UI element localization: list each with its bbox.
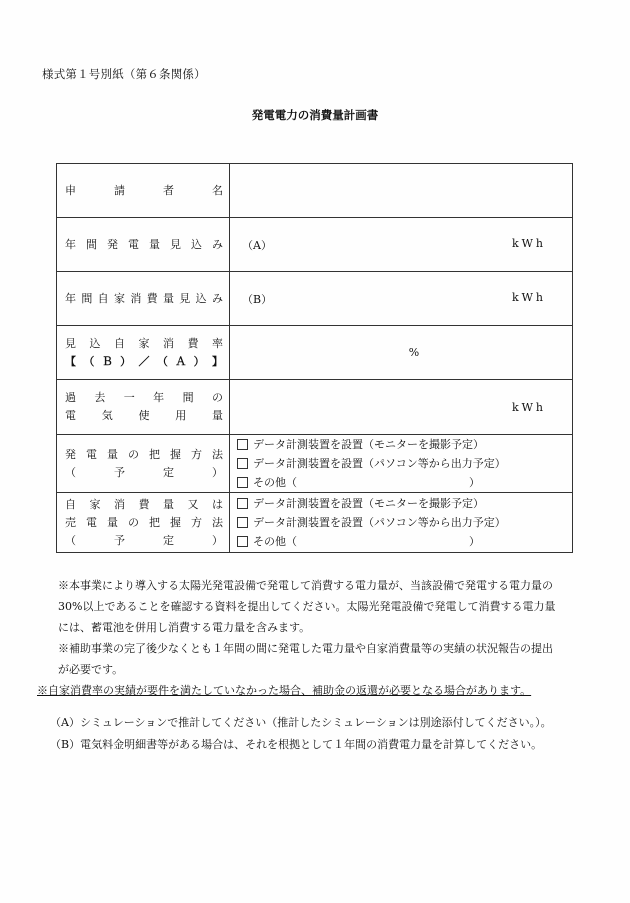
consumption-plan-table bbox=[56, 163, 573, 553]
notes-section bbox=[37, 575, 600, 701]
note-text: が必要です。 bbox=[58, 663, 124, 676]
option-pc[interactable]: データ計測装置を設置（パソコン等から出力予定） bbox=[237, 513, 572, 532]
checkbox[interactable] bbox=[237, 439, 248, 450]
marker-b: （B） bbox=[242, 292, 273, 306]
table-row bbox=[57, 435, 573, 493]
label-line: 申 請 者 名 bbox=[65, 183, 223, 197]
consumption-method-label: 自 家 消 費 量 又 は 売 電 量 の 把 握 方 法 （ 予 定 ） bbox=[57, 493, 230, 553]
document-title: 発電電力の消費量計画書 bbox=[251, 108, 379, 122]
note-text: ※補助事業の完了後少なくとも１年間の間に発電した電力量や自家消費量等の実績の状況報告の提出 bbox=[58, 642, 553, 655]
option-monitor[interactable]: データ計測装置を設置（モニターを撮影予定） bbox=[237, 494, 572, 513]
option-monitor[interactable]: データ計測装置を設置（モニターを撮影予定） bbox=[237, 435, 572, 454]
annual-self-consumption-label: 年 間 自 家 消 費 量 見 込 み bbox=[57, 272, 230, 326]
annual-self-consumption-field[interactable] bbox=[230, 272, 573, 326]
table-row bbox=[57, 218, 573, 272]
checkbox[interactable] bbox=[237, 458, 248, 469]
option-other[interactable]: その他（ ） bbox=[237, 473, 572, 492]
applicant-label bbox=[57, 164, 230, 218]
option-pc[interactable]: データ計測装置を設置（パソコン等から出力予定） bbox=[237, 454, 572, 473]
reference-b: （B）電気料金明細書等がある場合は、それを根拠として１年間の消費電力量を計算してください。 bbox=[50, 738, 543, 751]
annual-generation-field[interactable] bbox=[230, 218, 573, 272]
self-consumption-rate-label: 見 込 自 家 消 費 率 【 （ Ｂ ） ／ （ Ａ ） 】 bbox=[57, 326, 230, 380]
option-other[interactable]: その他（ ） bbox=[237, 532, 572, 551]
table-row bbox=[57, 272, 573, 326]
checkbox[interactable] bbox=[237, 498, 248, 509]
note-text: ※本事業により導入する太陽光発電設備で発電して消費する電力量が、当該設備で発電する電力量の bbox=[58, 579, 553, 592]
marker-a: （A） bbox=[242, 238, 272, 252]
checkbox[interactable] bbox=[237, 477, 248, 488]
self-consumption-rate-field[interactable] bbox=[230, 326, 573, 380]
applicant-field[interactable] bbox=[230, 164, 573, 218]
generation-method-options bbox=[230, 435, 573, 493]
note-warning: ※自家消費率の実績が要件を満たしていなかった場合、補助金の返還が必要となる場合があります。 bbox=[37, 684, 532, 697]
table-row bbox=[57, 493, 573, 553]
table-row bbox=[57, 326, 573, 380]
note-text: 30%以上であることを確認する資料を提出してください。太陽光発電設備で発電して消費する電力量 bbox=[58, 600, 556, 613]
unit-kwh: kWh bbox=[511, 290, 546, 304]
checkbox[interactable] bbox=[237, 536, 248, 547]
unit-kwh: kWh bbox=[511, 236, 546, 250]
checkbox[interactable] bbox=[237, 517, 248, 528]
consumption-method-options bbox=[230, 493, 573, 553]
generation-method-label: 発 電 量 の 把 握 方 法 （ 予 定 ） bbox=[57, 435, 230, 493]
past-year-usage-field[interactable] bbox=[230, 380, 573, 435]
note-text: には、蓄電池を併用し消費する電力量を含みます。 bbox=[58, 621, 311, 634]
unit-kwh: kWh bbox=[511, 400, 546, 414]
past-year-usage-label: 過 去 一 年 間 の 電 気 使 用 量 bbox=[57, 380, 230, 435]
table-row bbox=[57, 380, 573, 435]
unit-percent: % bbox=[408, 346, 420, 359]
table-row bbox=[57, 164, 573, 218]
annual-generation-label: 年 間 発 電 量 見 込 み bbox=[57, 218, 230, 272]
references-section bbox=[50, 712, 620, 756]
reference-a: （A）シミュレーションで推計してください（推計したシミュレーションは別途添付してください。）。 bbox=[50, 716, 552, 729]
form-number-label: 様式第１号別紙（第６条関係） bbox=[42, 67, 206, 81]
